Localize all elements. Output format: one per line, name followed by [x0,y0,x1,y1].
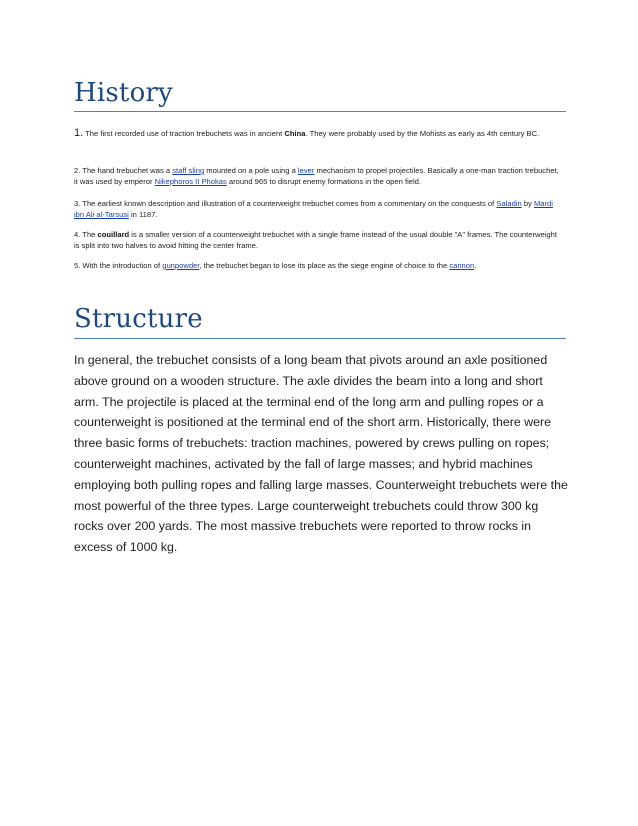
history-p3-text-3: in 1187. [128,210,158,219]
history-paragraph-1 [74,128,564,139]
history-paragraph-2 [74,165,564,187]
history-p5-text-3: . [474,261,477,270]
history-p5-text-1: 5. With the introduction of [74,261,163,270]
paragraph-number: 1. [74,127,84,139]
history-p5-text-2: , the trebuchet began to lose its place as the siege engine of choice to the [199,261,450,270]
history-heading-rule [74,111,566,112]
history-p4-text-2: is a smaller version of a counterweight trebuchet with a single frame instead of the usual double "A" frames. The counterweight is split into two halves to avoid hitting the center frame. [74,230,557,250]
history-paragraph-3 [74,198,564,220]
history-p2-text-3: mechanism to propel projectiles. Basically a one-man traction trebuchet, it was used by emperor [74,166,559,186]
history-p2-text-4: around 965 to disrupt enemy formations in the open field. [226,177,421,186]
cannon-link[interactable]: cannon [449,261,475,270]
lever-link[interactable]: lever [297,166,315,175]
structure-paragraph: In general, the trebuchet consists of a long beam that pivots around an axle positioned above ground on a wooden structure. The axle divides the beam into a long and short arm. The projectile is placed at the terminal end of the long arm and pulling ropes or a counterweight is positioned at the terminal end of the short arm. Historically, there were three basic forms of trebuchets: traction machines, powered by crews pulling on ropes; counterweight machines, activated by the fall of large masses; and hybrid machines employing both pulling ropes and falling large masses. Counterweight trebuchets were the most powerful of the three types. Large counterweight trebuchets could throw 300 kg rocks over 200 yards. The most massive trebuchets were reported to throw rocks in excess of 1000 kg. [74,353,568,555]
history-p4-text-1: 4. The [74,230,98,239]
structure-heading: Structure [74,304,203,334]
history-paragraph-5 [74,260,564,271]
structure-heading-rule [74,338,566,339]
history-p2-text-2: mounted on a pole using a [204,166,298,175]
history-p1-text-2: . They were probably used by the Mohists as early as 4th century BC. [305,129,540,138]
staff-sling-link[interactable]: staff sling [172,166,205,175]
history-paragraph-4 [74,229,564,251]
gunpowder-link[interactable]: gunpowder [162,261,200,270]
history-heading: History [74,78,173,108]
couillard-bold-text: couillard [97,230,130,239]
nikephoros-link[interactable]: Nikephoros II Phokas [154,177,227,186]
history-p1-text-1: The first recorded use of traction trebuchets was in ancient [83,129,285,138]
mardi-link[interactable]: Mardi ibn Ali al-Tarsusi [74,199,553,219]
history-p3-text-1: 3. The earliest known description and illustration of a counterweight trebuchet comes from a commentary on the conquests of [74,199,497,208]
history-p2-text-1: 2. The hand trebuchet was a [74,166,173,175]
china-bold-text: China [284,129,306,138]
history-p3-text-2: by [521,199,534,208]
saladin-link[interactable]: Saladin [496,199,522,208]
